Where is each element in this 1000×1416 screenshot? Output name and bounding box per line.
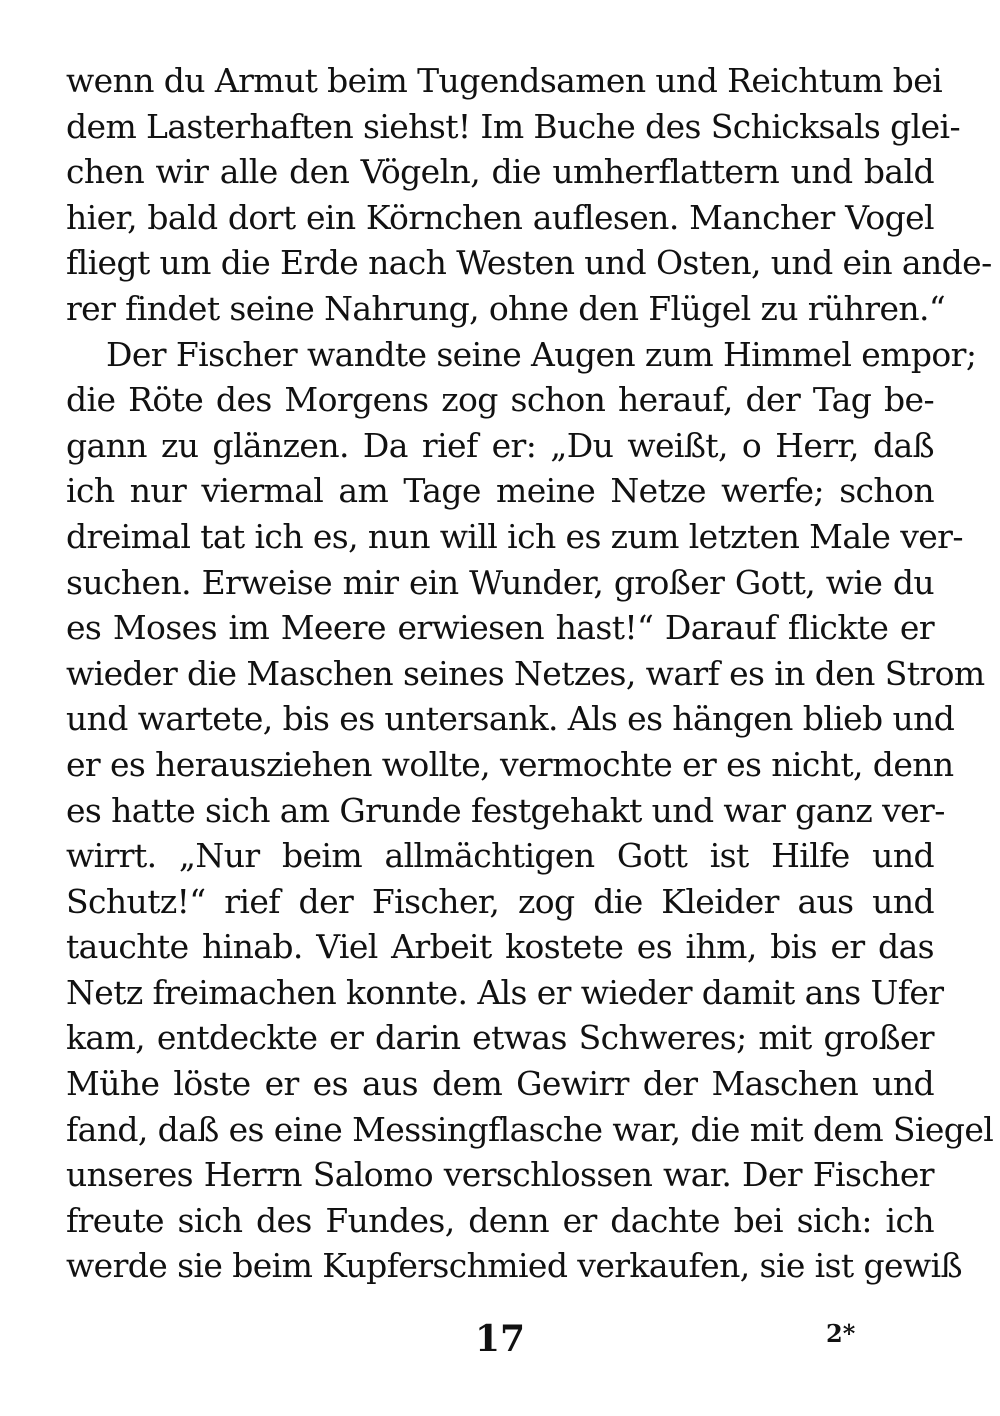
text-line: fand, daß es eine Messingflasche war, die mit dem Siegel [66, 1109, 994, 1149]
paragraph-start-line: Der Fischer wandte seine Augen zum Himmel empor; [106, 334, 977, 374]
text-line: wenn du Armut beim Tugendsamen und Reichtum bei [66, 61, 943, 100]
text-line: freute sich des Fundes, denn er dachte bei sich: ich [66, 1200, 934, 1240]
text-line: Mühe löste er es aus dem Gewirr der Maschen und [66, 1064, 934, 1104]
text-line: Netz freimachen konnte. Als er wieder damit ans Ufer [66, 972, 944, 1012]
text-line: unseres Herrn Salomo verschlossen war. Der Fischer [66, 1155, 934, 1195]
text-line: er es herausziehen wollte, vermochte er es nicht, denn [66, 744, 954, 784]
text-line: werde sie beim Kupferschmied verkaufen, sie ist gewiß [66, 1246, 962, 1286]
text-line: tauchte hinab. Viel Arbeit kostete es ihm, bis er das [66, 927, 934, 967]
body-text [66, 58, 994, 1289]
text-line: und wartete, bis es untersank. Als es hängen blieb und [66, 699, 955, 739]
text-line: es Moses im Meere erwiesen hast!“ Darauf flickte er [66, 608, 934, 648]
page-number: 17 [474, 1318, 526, 1360]
text-line: kam, entdeckte er darin etwas Schweres; mit großer [66, 1018, 934, 1058]
text-line: fliegt um die Erde nach Westen und Osten, und ein ande- [66, 243, 992, 283]
text-line: es hatte sich am Grunde festgehakt und war ganz ver- [66, 790, 945, 830]
text-line: wieder die Maschen seines Netzes, warf es in den Strom [66, 653, 985, 693]
text-line: chen wir alle den Vögeln, die umherflattern und bald [66, 152, 934, 192]
text-line: hier, bald dort ein Körnchen auflesen. Mancher Vogel [66, 197, 934, 237]
text-line: gann zu glänzen. Da rief er: „Du weißt, o Herr, daß [66, 425, 934, 465]
text-line: wirrt. „Nur beim allmächtigen Gott ist Hilfe und [66, 836, 934, 876]
text-line: suchen. Erweise mir ein Wunder, großer Gott, wie du [66, 562, 934, 602]
text-line: ich nur viermal am Tage meine Netze werfe; schon [66, 471, 934, 511]
text-line: die Röte des Morgens zog schon herauf, der Tag be- [66, 380, 934, 420]
text-line: dreimal tat ich es, nun will ich es zum letzten Male ver- [66, 516, 963, 556]
text-line: Schutz!“ rief der Fischer, zog die Kleider aus und [66, 881, 934, 921]
text-line: rer findet seine Nahrung, ohne den Flügel zu rühren.“ [66, 288, 946, 328]
page-footer [0, 1314, 1000, 1364]
text-line: dem Lasterhaften siehst! Im Buche des Schicksals glei- [66, 106, 961, 146]
signature-mark: 2* [826, 1319, 856, 1348]
